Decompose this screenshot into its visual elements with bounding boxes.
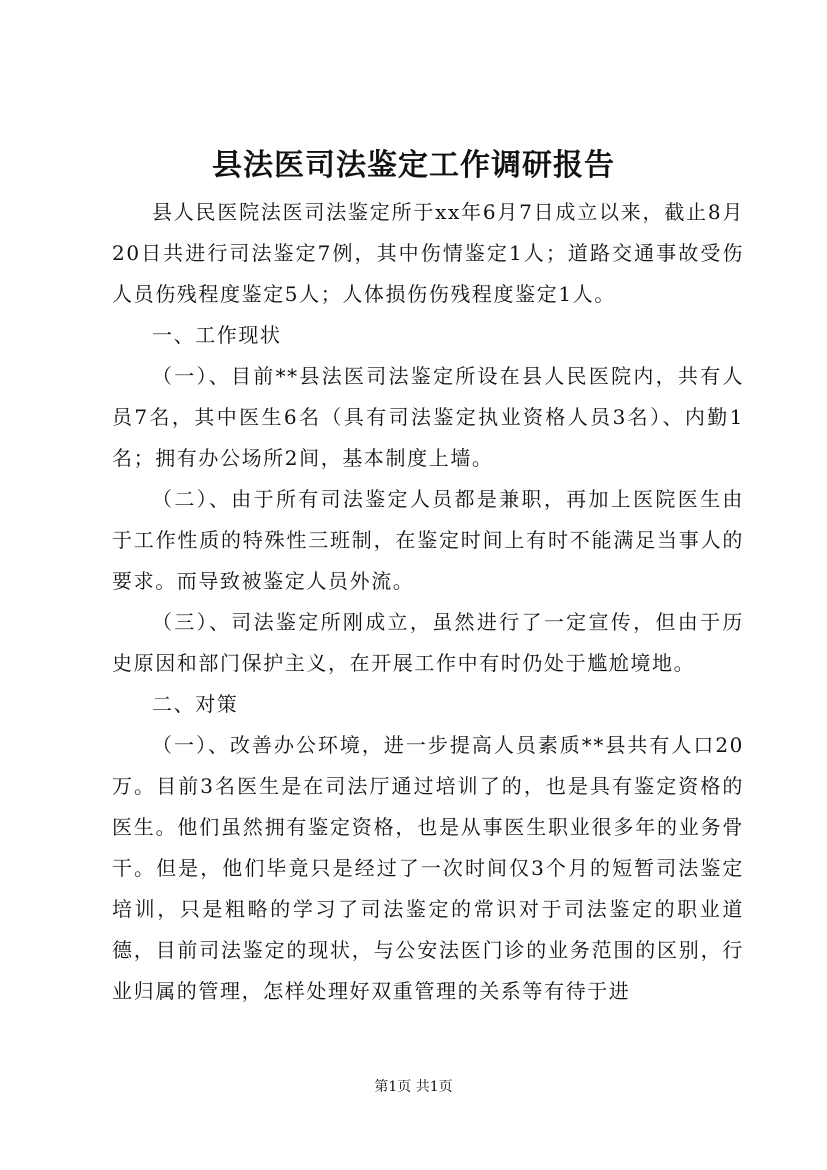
page-number-footer: 第1页 共1页 (374, 1079, 453, 1095)
section-heading-status: 一、工作现状 (152, 323, 282, 347)
status-paragraph-1: （一）、目前**县法医司法鉴定所设在县人民医院内，共有人员7名，其中医生6名（具有司法鉴定执业资格人员3名）、内勤1名；拥有办公场所2间，基本制度上墙。 (112, 364, 744, 470)
document-body (112, 192, 744, 1012)
document-title: 县法医司法鉴定工作调研报告 (212, 148, 615, 183)
measures-paragraph-1: （一）、改善办公环境，进一步提高人员素质**县共有人口20万。目前3名医生是在司法厅通过培训了的，也是具有鉴定资格的医生。他们虽然拥有鉴定资格，也是从事医生职业很多年的业务骨干。但是，他们毕竟只是经过了一次时间仅3个月的短暂司法鉴定培训，只是粗略的学习了司法鉴定的常识对于司法鉴定的职业道德，目前司法鉴定的现状，与公安法医门诊的业务范围的区别，行业归属的管理，怎样处理好双重管理的关系等有待于进 (112, 733, 744, 1003)
status-paragraph-3: （三）、司法鉴定所刚成立，虽然进行了一定宣传，但由于历史原因和部门保护主义，在开展工作中有时仍处于尴尬境地。 (112, 610, 744, 675)
section-heading-measures: 二、对策 (152, 692, 239, 716)
intro-paragraph: 县人民医院法医司法鉴定所于xx年6月7日成立以来，截止8月20日共进行司法鉴定7例，其中伤情鉴定1人；道路交通事故受伤人员伤残程度鉴定5人；人体损伤伤残程度鉴定1人。 (112, 200, 744, 306)
status-paragraph-2: （二）、由于所有司法鉴定人员都是兼职，再加上医院医生由于工作性质的特殊性三班制，在鉴定时间上有时不能满足当事人的要求。而导致被鉴定人员外流。 (112, 487, 744, 593)
